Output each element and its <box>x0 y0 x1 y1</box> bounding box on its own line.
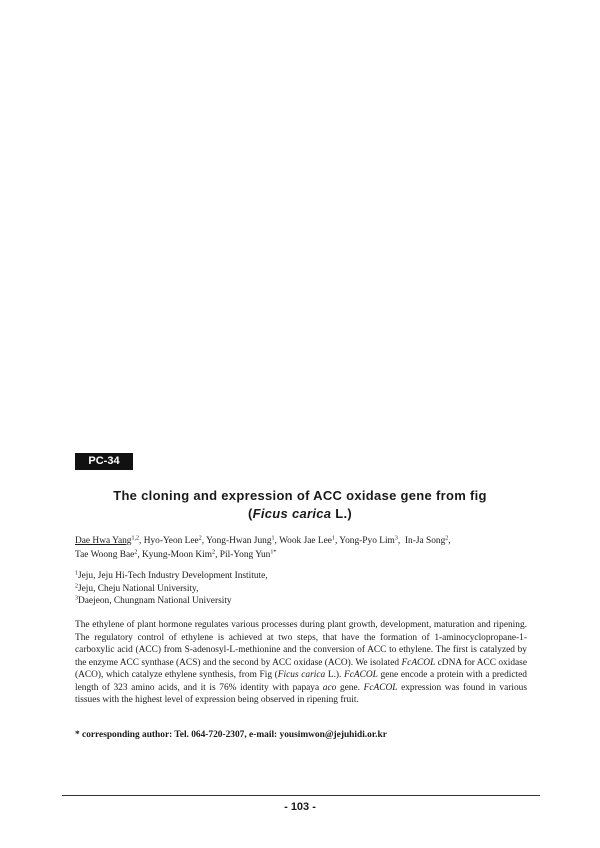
affiliation: $^1$Jeju, Jeju Hi-Tech Industry Development Institute, <box>75 570 268 581</box>
page-number: - 103 - <box>284 801 316 813</box>
title-species: Ficus carica <box>252 506 332 521</box>
title-line-2: (Ficus carica L.) <box>247 506 353 521</box>
author: Yong-Pyo Lim <box>339 536 395 546</box>
footer-divider <box>62 795 540 796</box>
author: Kyung-Moon Kim <box>142 550 213 560</box>
paper-title <box>60 487 540 523</box>
gene-name: FcACOL <box>401 657 436 668</box>
author-presenting: Dae Hwa Yang <box>75 536 132 546</box>
gene-name: aco <box>322 682 337 693</box>
gene-name: FcACOL <box>344 670 378 680</box>
author-row-2: Tae Woong Bae$^2$, Kyung-Moon Kim$^2$, Pil-Yong Yun$^{1*}$ <box>75 549 277 560</box>
author: Hyo-Yeon Lee <box>143 536 199 546</box>
affiliation: $^3$Daejeon, Chungnam National University <box>75 595 232 606</box>
poster-code-badge: PC-34 <box>75 453 133 470</box>
author: Yong-Hwan Jung <box>206 536 272 546</box>
species-name: Ficus carica <box>277 670 326 680</box>
title-line-1: The cloning and expression of ACC oxidase gene from fig <box>113 488 487 503</box>
author: Wook Jae Lee <box>279 536 332 546</box>
gene-name: FcACOL <box>363 682 398 693</box>
author-corresponding: Pil-Yong Yun <box>219 550 271 560</box>
author: Tae Woong Bae <box>75 550 135 560</box>
affiliation: $^2$Jeju, Cheju National University, <box>75 583 199 594</box>
corresponding-author: * corresponding author: Tel. 064-720-2307, e-mail: yousimwon@jejuhidi.or.kr <box>75 730 387 740</box>
affiliation-list <box>75 570 535 608</box>
author-list <box>75 534 535 562</box>
author-row-1: Dae Hwa Yang$^{1,2}$, Hyo-Yeon Lee$^2$, Yong-Hwan Jung$^1$, Wook Jae Lee$^1$, Yong-Pyo Lim$^3$, In-Ja Song$^2$, <box>75 535 451 546</box>
author: In-Ja Song <box>404 536 446 546</box>
abstract-body: The ethylene of plant hormone regulates various processes during plant growth, development, maturation and ripening. The regulatory control of ethylene is achieved at two steps, that have the formation of 1-aminocyclopropane-1-carboxylic acid (ACC) from S-adenosyl-L-methionine and the conversion of ACC to ethylene. The first is catalyzed by the enzyme ACC synthase (ACS) and the second by ACC oxidase (ACO). We isolated FcACOL cDNA for ACC oxidase (ACO), which catalyze ethylene synthesis, from Fig (Ficus carica L.). FcACOL gene encode a protein with a predicted length of 323 amino acids, and it is 76% identity with papaya aco gene. FcACOL expression was found in various tissues with the highest level of expression being observed in ripening fruit. <box>75 620 527 705</box>
